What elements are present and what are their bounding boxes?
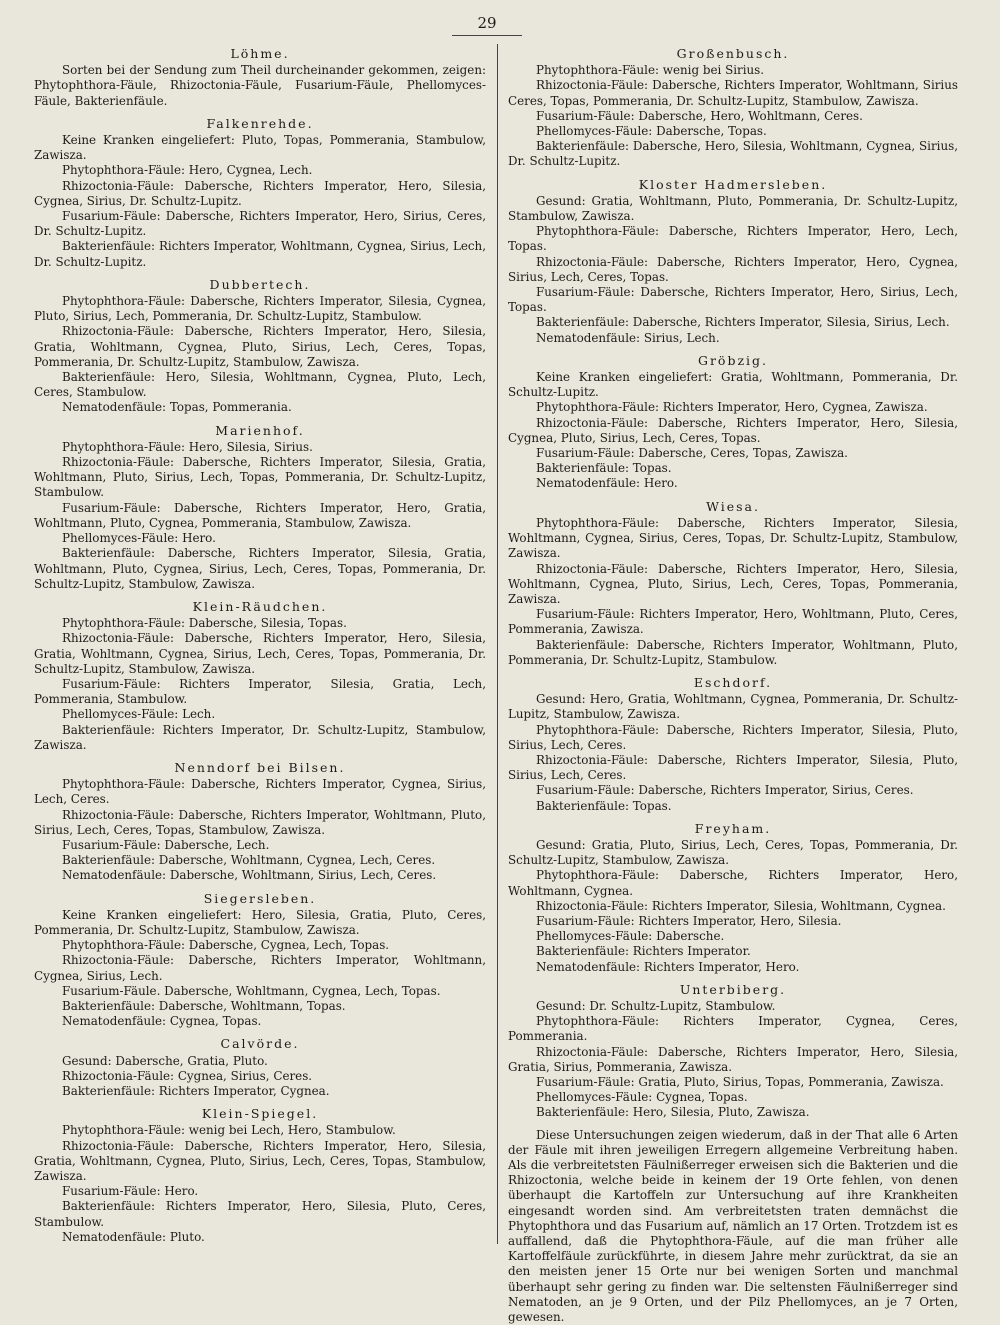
disease-entry: Rhizoctonia-Fäule: Dabersche, Richters Imperator, Hero, Silesia, Cygnea, Pluto, Sirius, Lech, Ceres, Topas.	[508, 415, 958, 445]
disease-entry: Fusarium-Fäule: Hero.	[62, 1184, 199, 1199]
disease-entry: Bakterienfäule: Dabersche, Hero, Silesia, Wohltmann, Cygnea, Sirius, Dr. Schultz-Lupitz.	[508, 139, 958, 169]
disease-entry: Phellomyces-Fäule: Dabersche.	[536, 929, 725, 944]
location-section	[508, 821, 958, 975]
disease-entry: Phytophthora-Fäule: Dabersche, Silesia, Topas.	[62, 616, 347, 631]
disease-entry: Nematodenfäule: Cygnea, Topas.	[62, 1014, 262, 1029]
location-heading: Dubbertech.	[209, 276, 311, 292]
page-number: 29	[477, 14, 497, 32]
location-section	[34, 1036, 486, 1099]
left-column	[34, 46, 486, 1252]
disease-entry: Nematodenfäule: Richters Imperator, Hero.	[536, 959, 800, 974]
disease-entry: Fusarium-Fäule: Dabersche, Hero, Wohltmann, Ceres.	[536, 108, 863, 123]
disease-entry: Fusarium-Fäule: Dabersche, Richters Imperator, Hero, Sirius, Lech, Topas.	[508, 285, 958, 315]
location-heading: Calvörde.	[220, 1036, 300, 1052]
disease-entry: Fusarium-Fäule: Richters Imperator, Silesia, Gratia, Lech, Pommerania, Stambulow.	[34, 676, 486, 707]
location-section	[508, 46, 958, 170]
disease-entry: Phytophthora-Fäule: Dabersche, Richters Imperator, Silesia, Pluto, Sirius, Lech, Ceres.	[508, 722, 958, 752]
location-heading: Großenbusch.	[676, 46, 790, 61]
disease-entry: Phytophthora-Fäule: Dabersche, Cygnea, Lech, Topas.	[62, 938, 390, 953]
disease-entry: Rhizoctonia-Fäule: Richters Imperator, Silesia, Wohltmann, Cygnea.	[536, 898, 946, 913]
disease-entry: Bakterienfäule: Hero, Silesia, Wohltmann, Cygnea, Pluto, Lech, Ceres, Stambulow.	[34, 370, 486, 400]
right-column	[508, 46, 958, 1325]
disease-entry: Nematodenfäule: Topas, Pommerania.	[62, 400, 292, 415]
disease-entry: Phytophthora-Fäule: Richters Imperator, Hero, Cygnea, Zawisza.	[536, 400, 928, 415]
location-section	[508, 177, 958, 346]
location-section	[34, 1106, 486, 1245]
location-heading: Marienhof.	[215, 422, 305, 438]
location-heading: Nenndorf bei Bilsen.	[174, 759, 346, 775]
disease-entry: Gesund: Dr. Schultz-Lupitz, Stambulow.	[536, 998, 776, 1013]
disease-entry: Phytophthora-Fäule: Dabersche, Richters Imperator, Silesia, Wohltmann, Cygnea, Sirius, Ceres, Topas, Dr. Schultz-Lupitz, Stambulow, Zawisza.	[508, 515, 958, 561]
disease-entry: Rhizoctonia-Fäule: Dabersche, Richters Imperator, Hero, Silesia, Gratia, Wohltmann, Cygnea, Sirius, Lech, Ceres, Topas, Pommerania, Dr. Schultz-Lupitz, Stambulow, Zawisza.	[34, 631, 486, 676]
location-heading: Löhme.	[230, 46, 290, 61]
disease-entry: Rhizoctonia-Fäule: Dabersche, Richters Imperator, Hero, Silesia, Gratia, Wohltmann, Cygnea, Pluto, Sirius, Lech, Ceres, Topas, Stambulow, Zawisza.	[34, 1138, 486, 1184]
disease-entry: Rhizoctonia-Fäule: Dabersche, Richters Imperator, Silesia, Gratia, Wohltmann, Pluto, Sirius, Lech, Topas, Pommerania, Dr. Schultz-Lupitz, Stambulow.	[34, 455, 486, 500]
location-section	[508, 675, 958, 814]
disease-entry: Nematodenfäule: Sirius, Lech.	[536, 330, 720, 345]
disease-entry: Rhizoctonia-Fäule: Dabersche, Richters Imperator, Hero, Cygnea, Sirius, Lech, Ceres, Topas.	[508, 254, 958, 284]
disease-entry: Nematodenfäule: Pluto.	[62, 1229, 205, 1244]
disease-entry: Phytophthora-Fäule: Hero, Cygnea, Lech.	[62, 163, 313, 178]
location-heading: Unterbiberg.	[679, 981, 787, 997]
disease-entry: Phellomyces-Fäule: Hero.	[62, 531, 216, 546]
location-section	[34, 116, 486, 270]
disease-entry: Keine Kranken eingeliefert: Gratia, Wohltmann, Pommerania, Dr. Schultz-Lupitz.	[508, 370, 958, 400]
disease-entry: Bakterienfäule: Dabersche, Richters Imperator, Silesia, Gratia, Wohltmann, Pluto, Cygnea, Sirius, Lech, Ceres, Topas, Pommerania, Dr. Schultz-Lupitz, Stambulow, Zawisza.	[34, 546, 486, 591]
disease-entry: Bakterienfäule: Richters Imperator, Hero, Silesia, Pluto, Ceres, Stambulow.	[34, 1199, 486, 1229]
disease-entry: Bakterienfäule: Hero, Silesia, Pluto, Zawisza.	[536, 1105, 810, 1120]
location-heading: Wiesa.	[706, 498, 760, 514]
disease-entry: Bakterienfäule: Dabersche, Wohltmann, Topas.	[62, 998, 346, 1013]
disease-entry: Phytophthora-Fäule: Dabersche, Richters Imperator, Hero, Wohltmann, Cygnea.	[508, 868, 958, 898]
disease-entry: Rhizoctonia-Fäule: Dabersche, Richters Imperator, Silesia, Pluto, Sirius, Lech, Ceres.	[508, 752, 958, 783]
disease-entry: Bakterienfäule: Dabersche, Richters Imperator, Silesia, Sirius, Lech.	[536, 315, 950, 330]
disease-entry: Rhizoctonia-Fäule: Dabersche, Richters Imperator, Hero, Silesia, Gratia, Wohltmann, Cygnea, Pluto, Sirius, Lech, Ceres, Topas, Pommerania, Dr. Schultz-Lupitz, Stambulow, Zawisza.	[34, 324, 486, 369]
disease-entry: Fusarium-Fäule: Dabersche, Richters Imperator, Hero, Gratia, Wohltmann, Pluto, Cygnea, Pommerania, Stambulow, Zawisza.	[34, 500, 486, 530]
disease-entry: Phytophthora-Fäule: Dabersche, Richters Imperator, Cygnea, Sirius, Lech, Ceres.	[34, 777, 486, 807]
disease-entry: Fusarium-Fäule: Gratia, Pluto, Sirius, Topas, Pommerania, Zawisza.	[536, 1075, 944, 1089]
disease-entry: Phellomyces-Fäule: Cygnea, Topas.	[536, 1090, 748, 1105]
disease-entry: Fusarium-Fäule: Dabersche, Lech.	[62, 837, 270, 852]
location-heading: Klein-Räudchen.	[192, 598, 328, 614]
disease-entry: Rhizoctonia-Fäule: Cygnea, Sirius, Ceres.	[62, 1068, 313, 1083]
closing-paragraph: Diese Untersuchungen zeigen wiederum, daß in der That alle 6 Arten der Fäule mit ihren jeweiligen Erregern allgemeine Verbreitung haben. Als die verbreitetsten Fäulnißerreger erweisen sich die Bakterien und die Rhizoctonia, welche beide in keinem der 19 Orte fehlen, von denen überhaupt die Kartoffeln zur Untersuchung auf ihre Krankheiten eingesandt worden sind. Am verbreitetsten traten demnächst die Phytophthora und das Fusarium auf, nämlich an 17 Orten. Trotzdem ist es auffallend, daß die Phytophthora-Fäule, auf die man früher alle Kartoffelfäule zurückführte, in diesem Jahre mehr zurücktrat, da sie an den meisten jener 15 Orte nur bei wenigen Sorten und manchmal überhaupt sehr gering zu finden war. Die seltensten Fäulnißerreger sind Nematoden, an je 9 Orten, und der Pilz Phellomyces, an je 7 Orten, gewesen.	[508, 1127, 958, 1325]
disease-entry: Phytophthora-Fäule: Richters Imperator, Cygnea, Ceres, Pommerania.	[508, 1014, 958, 1044]
disease-entry: Sorten bei der Sendung zum Theil durcheinander gekommen, zeigen: Phytophthora-Fäule, Rhizoctonia-Fäule, Fusarium-Fäule, Phellomyces-Fäule, Bakterienfäule.	[34, 63, 486, 108]
disease-entry: Rhizoctonia-Fäule: Dabersche, Richters Imperator, Hero, Silesia, Wohltmann, Cygnea, Pluto, Sirius, Lech, Ceres, Topas, Pommerania, Zawisza.	[508, 561, 958, 606]
location-heading: Falkenrehde.	[206, 115, 314, 131]
disease-entry: Phytophthora-Fäule: wenig bei Lech, Hero, Stambulow.	[62, 1123, 396, 1138]
location-section	[34, 46, 486, 109]
location-heading: Klein-Spiegel.	[201, 1106, 319, 1122]
disease-entry: Bakterienfäule: Richters Imperator, Dr. Schultz-Lupitz, Stambulow, Zawisza.	[34, 722, 486, 752]
location-heading: Kloster Hadmersleben.	[638, 176, 828, 192]
disease-entry: Rhizoctonia-Fäule: Dabersche, Richters Imperator, Wohltmann, Pluto, Sirius, Lech, Ceres, Topas, Stambulow, Zawisza.	[34, 807, 486, 837]
disease-entry: Phellomyces-Fäule: Dabersche, Topas.	[536, 124, 767, 139]
disease-entry: Bakterienfäule: Richters Imperator, Cygnea.	[62, 1084, 330, 1098]
location-section	[508, 982, 958, 1121]
disease-entry: Gesund: Dabersche, Gratia, Pluto.	[62, 1053, 268, 1068]
location-section	[34, 760, 486, 884]
disease-entry: Fusarium-Fäule: Dabersche, Ceres, Topas, Zawisza.	[536, 446, 848, 461]
disease-entry: Rhizoctonia-Fäule: Dabersche, Richters Imperator, Wohltmann, Sirius Ceres, Topas, Pommerania, Dr. Schultz-Lupitz, Stambulow, Zawisza.	[508, 78, 958, 108]
location-section	[34, 599, 486, 753]
disease-entry: Nematodenfäule: Dabersche, Wohltmann, Sirius, Lech, Ceres.	[62, 868, 437, 883]
disease-entry: Gesund: Gratia, Wohltmann, Pluto, Pommerania, Dr. Schultz-Lupitz, Stambulow, Zawisza.	[508, 193, 958, 224]
right-column-sections	[508, 46, 958, 1121]
disease-entry: Bakterienfäule: Topas.	[536, 798, 672, 813]
disease-entry: Bakterienfäule: Dabersche, Wohltmann, Cygnea, Lech, Ceres.	[62, 853, 436, 868]
disease-entry: Phytophthora-Fäule: Dabersche, Richters Imperator, Hero, Lech, Topas.	[508, 224, 958, 254]
disease-entry: Gesund: Gratia, Pluto, Sirius, Lech, Ceres, Topas, Pommerania, Dr. Schultz-Lupitz, Stambulow, Zawisza.	[508, 837, 958, 868]
disease-entry: Fusarium-Fäule: Dabersche, Richters Imperator, Hero, Sirius, Ceres, Dr. Schultz-Lupitz.	[34, 209, 486, 239]
header-rule	[452, 35, 522, 36]
disease-entry: Fusarium-Fäule: Richters Imperator, Hero, Silesia.	[536, 913, 842, 928]
disease-entry: Bakterienfäule: Dabersche, Richters Imperator, Wohltmann, Pluto, Pommerania, Dr. Schultz-Lupitz, Stambulow.	[508, 637, 958, 667]
disease-entry: Bakterienfäule: Richters Imperator.	[536, 944, 751, 959]
location-heading: Gröbzig.	[697, 352, 769, 368]
disease-entry: Bakterienfäule: Topas.	[536, 461, 672, 476]
disease-entry: Rhizoctonia-Fäule: Dabersche, Richters Imperator, Hero, Silesia, Gratia, Sirius, Pommerania, Zawisza.	[508, 1044, 958, 1074]
location-heading: Siegersleben.	[203, 890, 317, 906]
disease-entry: Keine Kranken eingeliefert: Pluto, Topas, Pommerania, Stambulow, Zawisza.	[34, 133, 486, 163]
disease-entry: Fusarium-Fäule. Dabersche, Wohltmann, Cygnea, Lech, Topas.	[62, 983, 441, 998]
location-heading: Eschdorf.	[693, 674, 773, 690]
location-section	[34, 891, 486, 1030]
disease-entry: Phytophthora-Fäule: Hero, Silesia, Sirius.	[62, 439, 313, 454]
disease-entry: Gesund: Hero, Gratia, Wohltmann, Cygnea, Pommerania, Dr. Schultz-Lupitz, Stambulow, Zawisza.	[508, 692, 958, 722]
disease-entry: Phytophthora-Fäule: wenig bei Sirius.	[536, 63, 765, 78]
location-section	[34, 277, 486, 416]
disease-entry: Fusarium-Fäule: Dabersche, Richters Imperator, Sirius, Ceres.	[536, 783, 914, 798]
disease-entry: Rhizoctonia-Fäule: Dabersche, Richters Imperator, Hero, Silesia, Cygnea, Sirius, Dr. Schultz-Lupitz.	[34, 178, 486, 208]
disease-entry: Phytophthora-Fäule: Dabersche, Richters Imperator, Silesia, Cygnea, Pluto, Sirius, Lech, Pommerania, Dr. Schultz-Lupitz, Stambulow.	[34, 294, 486, 324]
disease-entry: Nematodenfäule: Hero.	[536, 476, 678, 491]
disease-entry: Phellomyces-Fäule: Lech.	[62, 707, 216, 722]
location-section	[34, 423, 486, 592]
location-heading: Freyham.	[694, 820, 772, 836]
column-divider	[497, 44, 498, 1244]
location-section	[508, 353, 958, 492]
disease-entry: Bakterienfäule: Richters Imperator, Wohltmann, Cygnea, Sirius, Lech, Dr. Schultz-Lupitz.	[34, 239, 486, 269]
disease-entry: Keine Kranken eingeliefert: Hero, Silesia, Gratia, Pluto, Ceres, Pommerania, Dr. Schultz-Lupitz, Stambulow, Zawisza.	[34, 907, 486, 937]
location-section	[508, 499, 958, 668]
disease-entry: Rhizoctonia-Fäule: Dabersche, Richters Imperator, Wohltmann, Cygnea, Sirius, Lech.	[34, 953, 486, 983]
disease-entry: Fusarium-Fäule: Richters Imperator, Hero, Wohltmann, Pluto, Ceres, Pommerania, Zawisza.	[508, 607, 958, 637]
